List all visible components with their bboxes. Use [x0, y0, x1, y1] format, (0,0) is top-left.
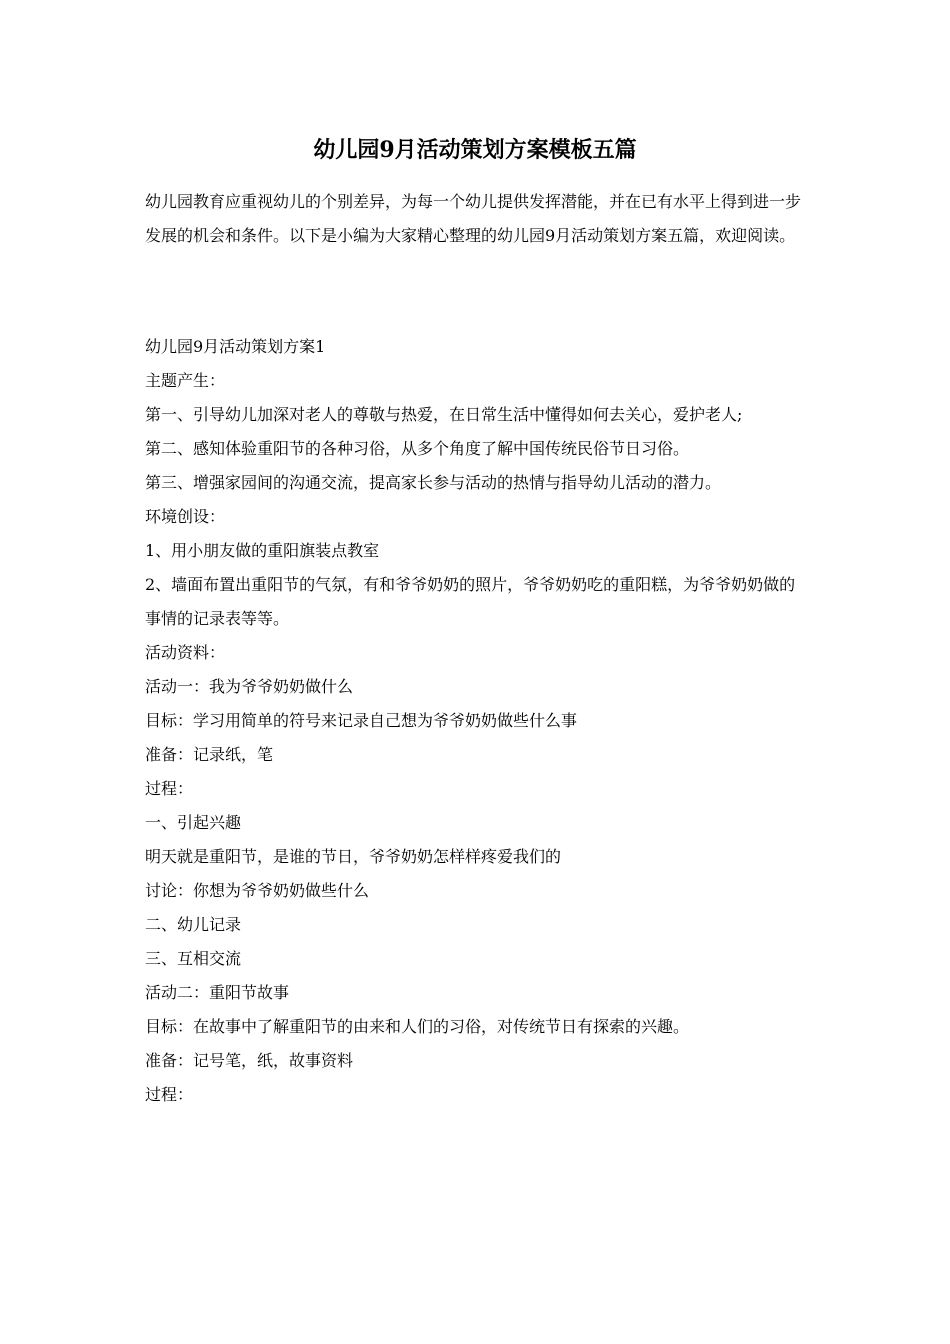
- subheading: 环境创设：: [145, 507, 226, 526]
- list-item: 一、引起兴趣: [145, 813, 242, 832]
- paragraph-line: 讨论：你想为爷爷奶奶做些什么: [145, 881, 370, 900]
- activity-title: 活动二：重阳节故事: [145, 983, 290, 1002]
- intro-paragraph: 幼儿园教育应重视幼儿的个别差异，为每一个幼儿提供发挥潜能，并在已有水平上得到进一步发展的机会和条件。以下是小编为大家精心整理的幼儿园9月活动策划方案五篇，欢迎阅读。: [145, 192, 802, 245]
- subheading: 主题产生：: [145, 371, 226, 390]
- paragraph-line: 准备：记录纸，笔: [145, 745, 274, 764]
- section-heading: 幼儿园9月活动策划方案1: [145, 337, 326, 356]
- list-item: 1、用小朋友做的重阳旗装点教室: [145, 541, 380, 560]
- subheading: 过程：: [145, 1085, 194, 1104]
- subheading: 活动资料：: [145, 643, 226, 662]
- document-title: 幼儿园9月活动策划方案模板五篇: [313, 137, 637, 163]
- list-item: 2、墙面布置出重阳节的气氛，有和爷爷奶奶的照片，爷爷奶奶吃的重阳糕，为爷爷奶奶做的事情的记录表等等。: [145, 575, 796, 628]
- activity-title: 活动一：我为爷爷奶奶做什么: [145, 677, 354, 696]
- paragraph-line: 目标：在故事中了解重阳节的由来和人们的习俗，对传统节日有探索的兴趣。: [145, 1017, 690, 1036]
- list-item: 三、互相交流: [145, 949, 242, 968]
- paragraph-line: 第二、感知体验重阳节的各种习俗，从多个角度了解中国传统民俗节日习俗。: [145, 439, 690, 458]
- content-lines: [145, 330, 809, 1112]
- paragraph-line: 第三、增强家园间的沟通交流，提高家长参与活动的热情与指导幼儿活动的潜力。: [145, 473, 722, 492]
- subheading: 过程：: [145, 779, 194, 798]
- paragraph-line: 第一、引导幼儿加深对老人的尊敬与热爱，在日常生活中懂得如何去关心，爱护老人;: [145, 405, 743, 424]
- paragraph-line: 目标：学习用简单的符号来记录自己想为爷爷奶奶做些什么事: [145, 711, 578, 730]
- paragraph-line: 明天就是重阳节，是谁的节日，爷爷奶奶怎样样疼爱我们的: [145, 847, 562, 866]
- list-item: 二、幼儿记录: [145, 915, 242, 934]
- paragraph-line: 准备：记号笔，纸，故事资料: [145, 1051, 354, 1070]
